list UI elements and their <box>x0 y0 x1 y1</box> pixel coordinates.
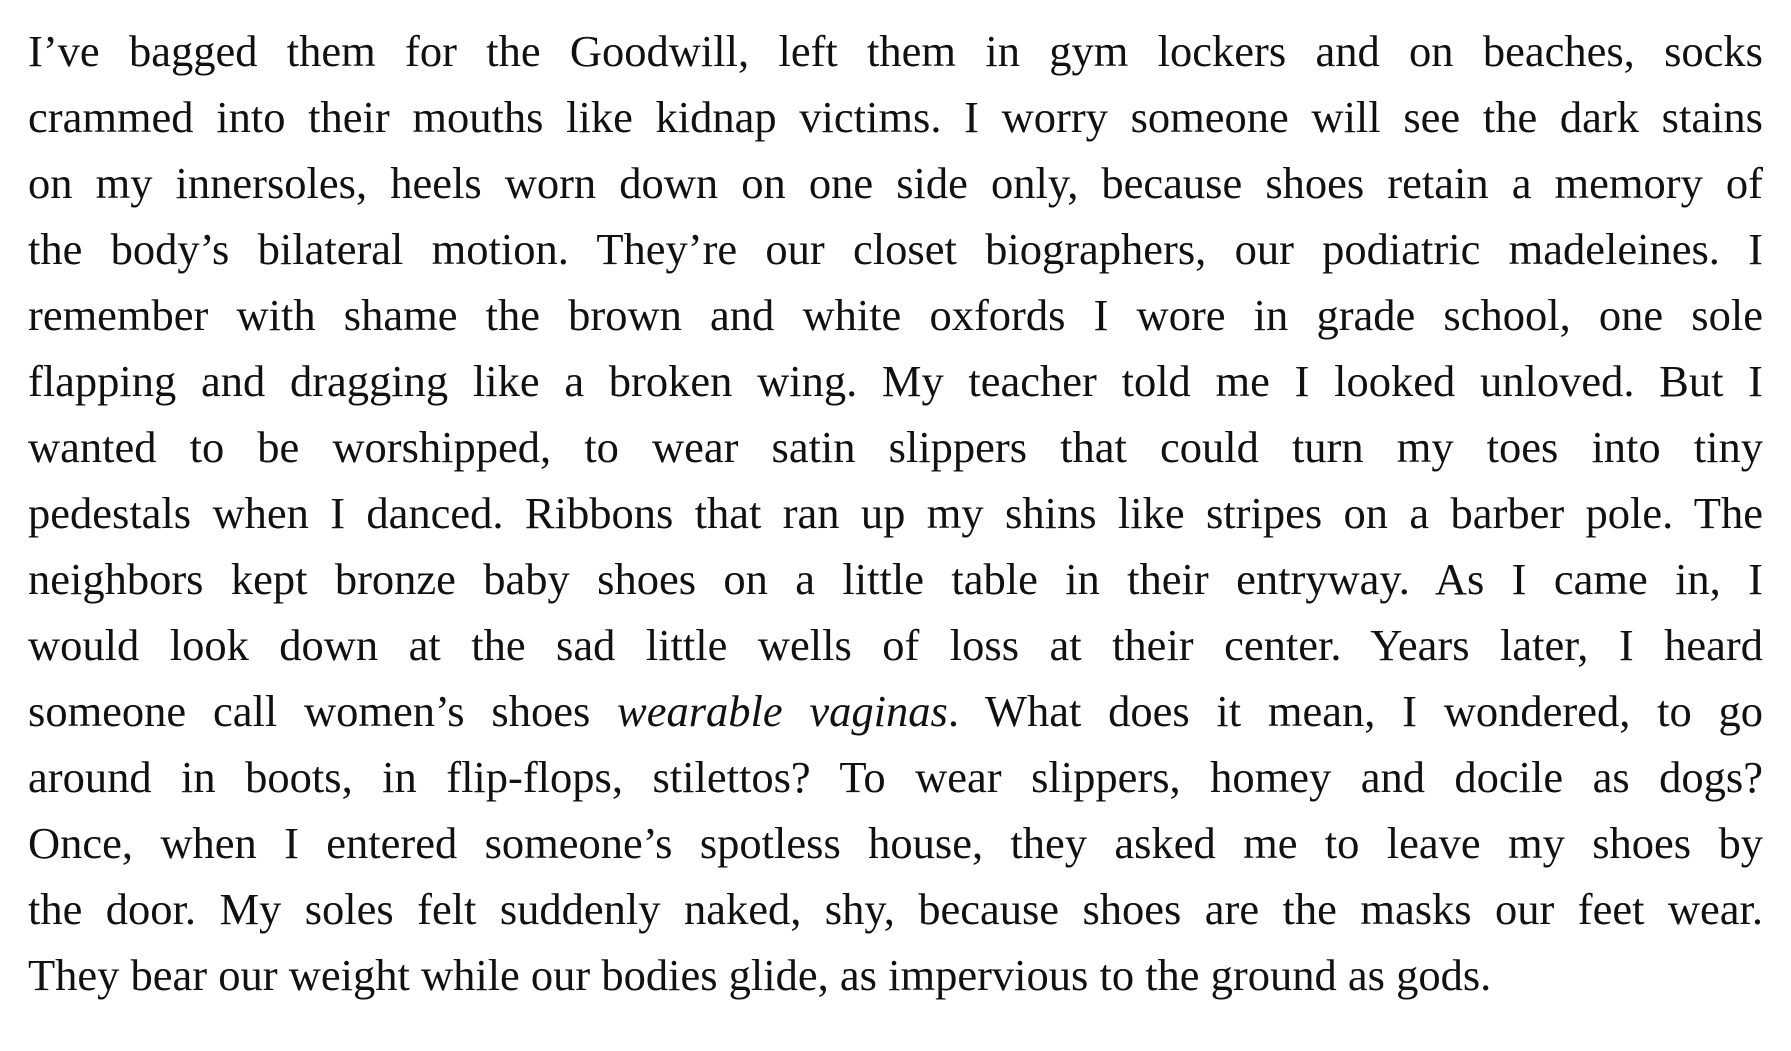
text-line-with-italic <box>28 678 1763 744</box>
text-line: neighbors kept bronze baby shoes on a little table in their entryway. As I came in, I <box>28 554 1763 604</box>
text-line: Once, when I entered someone’s spotless house, they asked me to leave my shoes by <box>28 818 1763 868</box>
text-line: around in boots, in flip-flops, stilettos? To wear slippers, homey and docile as dogs? <box>28 752 1763 802</box>
italic-phrase: wearable vaginas <box>617 686 948 736</box>
text-line: the body’s bilateral motion. They’re our closet biographers, our podiatric madeleines. I <box>28 224 1763 274</box>
text-line: I’ve bagged them for the Goodwill, left them in gym lockers and on beaches, socks <box>28 26 1763 76</box>
essay-paragraph <box>28 18 1763 1008</box>
text-segment: someone call women’s shoes <box>28 686 618 736</box>
text-line: wanted to be worshipped, to wear satin slippers that could turn my toes into tiny <box>28 422 1763 472</box>
text-line: crammed into their mouths like kidnap victims. I worry someone will see the dark stains <box>28 92 1763 142</box>
text-segment: . What does it mean, I wondered, to go <box>947 686 1763 736</box>
text-line: pedestals when I danced. Ribbons that ran up my shins like stripes on a barber pole. The <box>28 488 1763 538</box>
text-line: on my innersoles, heels worn down on one side only, because shoes retain a memory of <box>28 158 1763 208</box>
text-line: They bear our weight while our bodies glide, as impervious to the ground as gods. <box>28 950 1492 1000</box>
text-line: the door. My soles felt suddenly naked, shy, because shoes are the masks our feet wear. <box>28 884 1763 934</box>
text-line: flapping and dragging like a broken wing. My teacher told me I looked unloved. But I <box>28 356 1763 406</box>
text-line: remember with shame the brown and white oxfords I wore in grade school, one sole <box>28 290 1763 340</box>
text-line: would look down at the sad little wells of loss at their center. Years later, I heard <box>28 620 1763 670</box>
